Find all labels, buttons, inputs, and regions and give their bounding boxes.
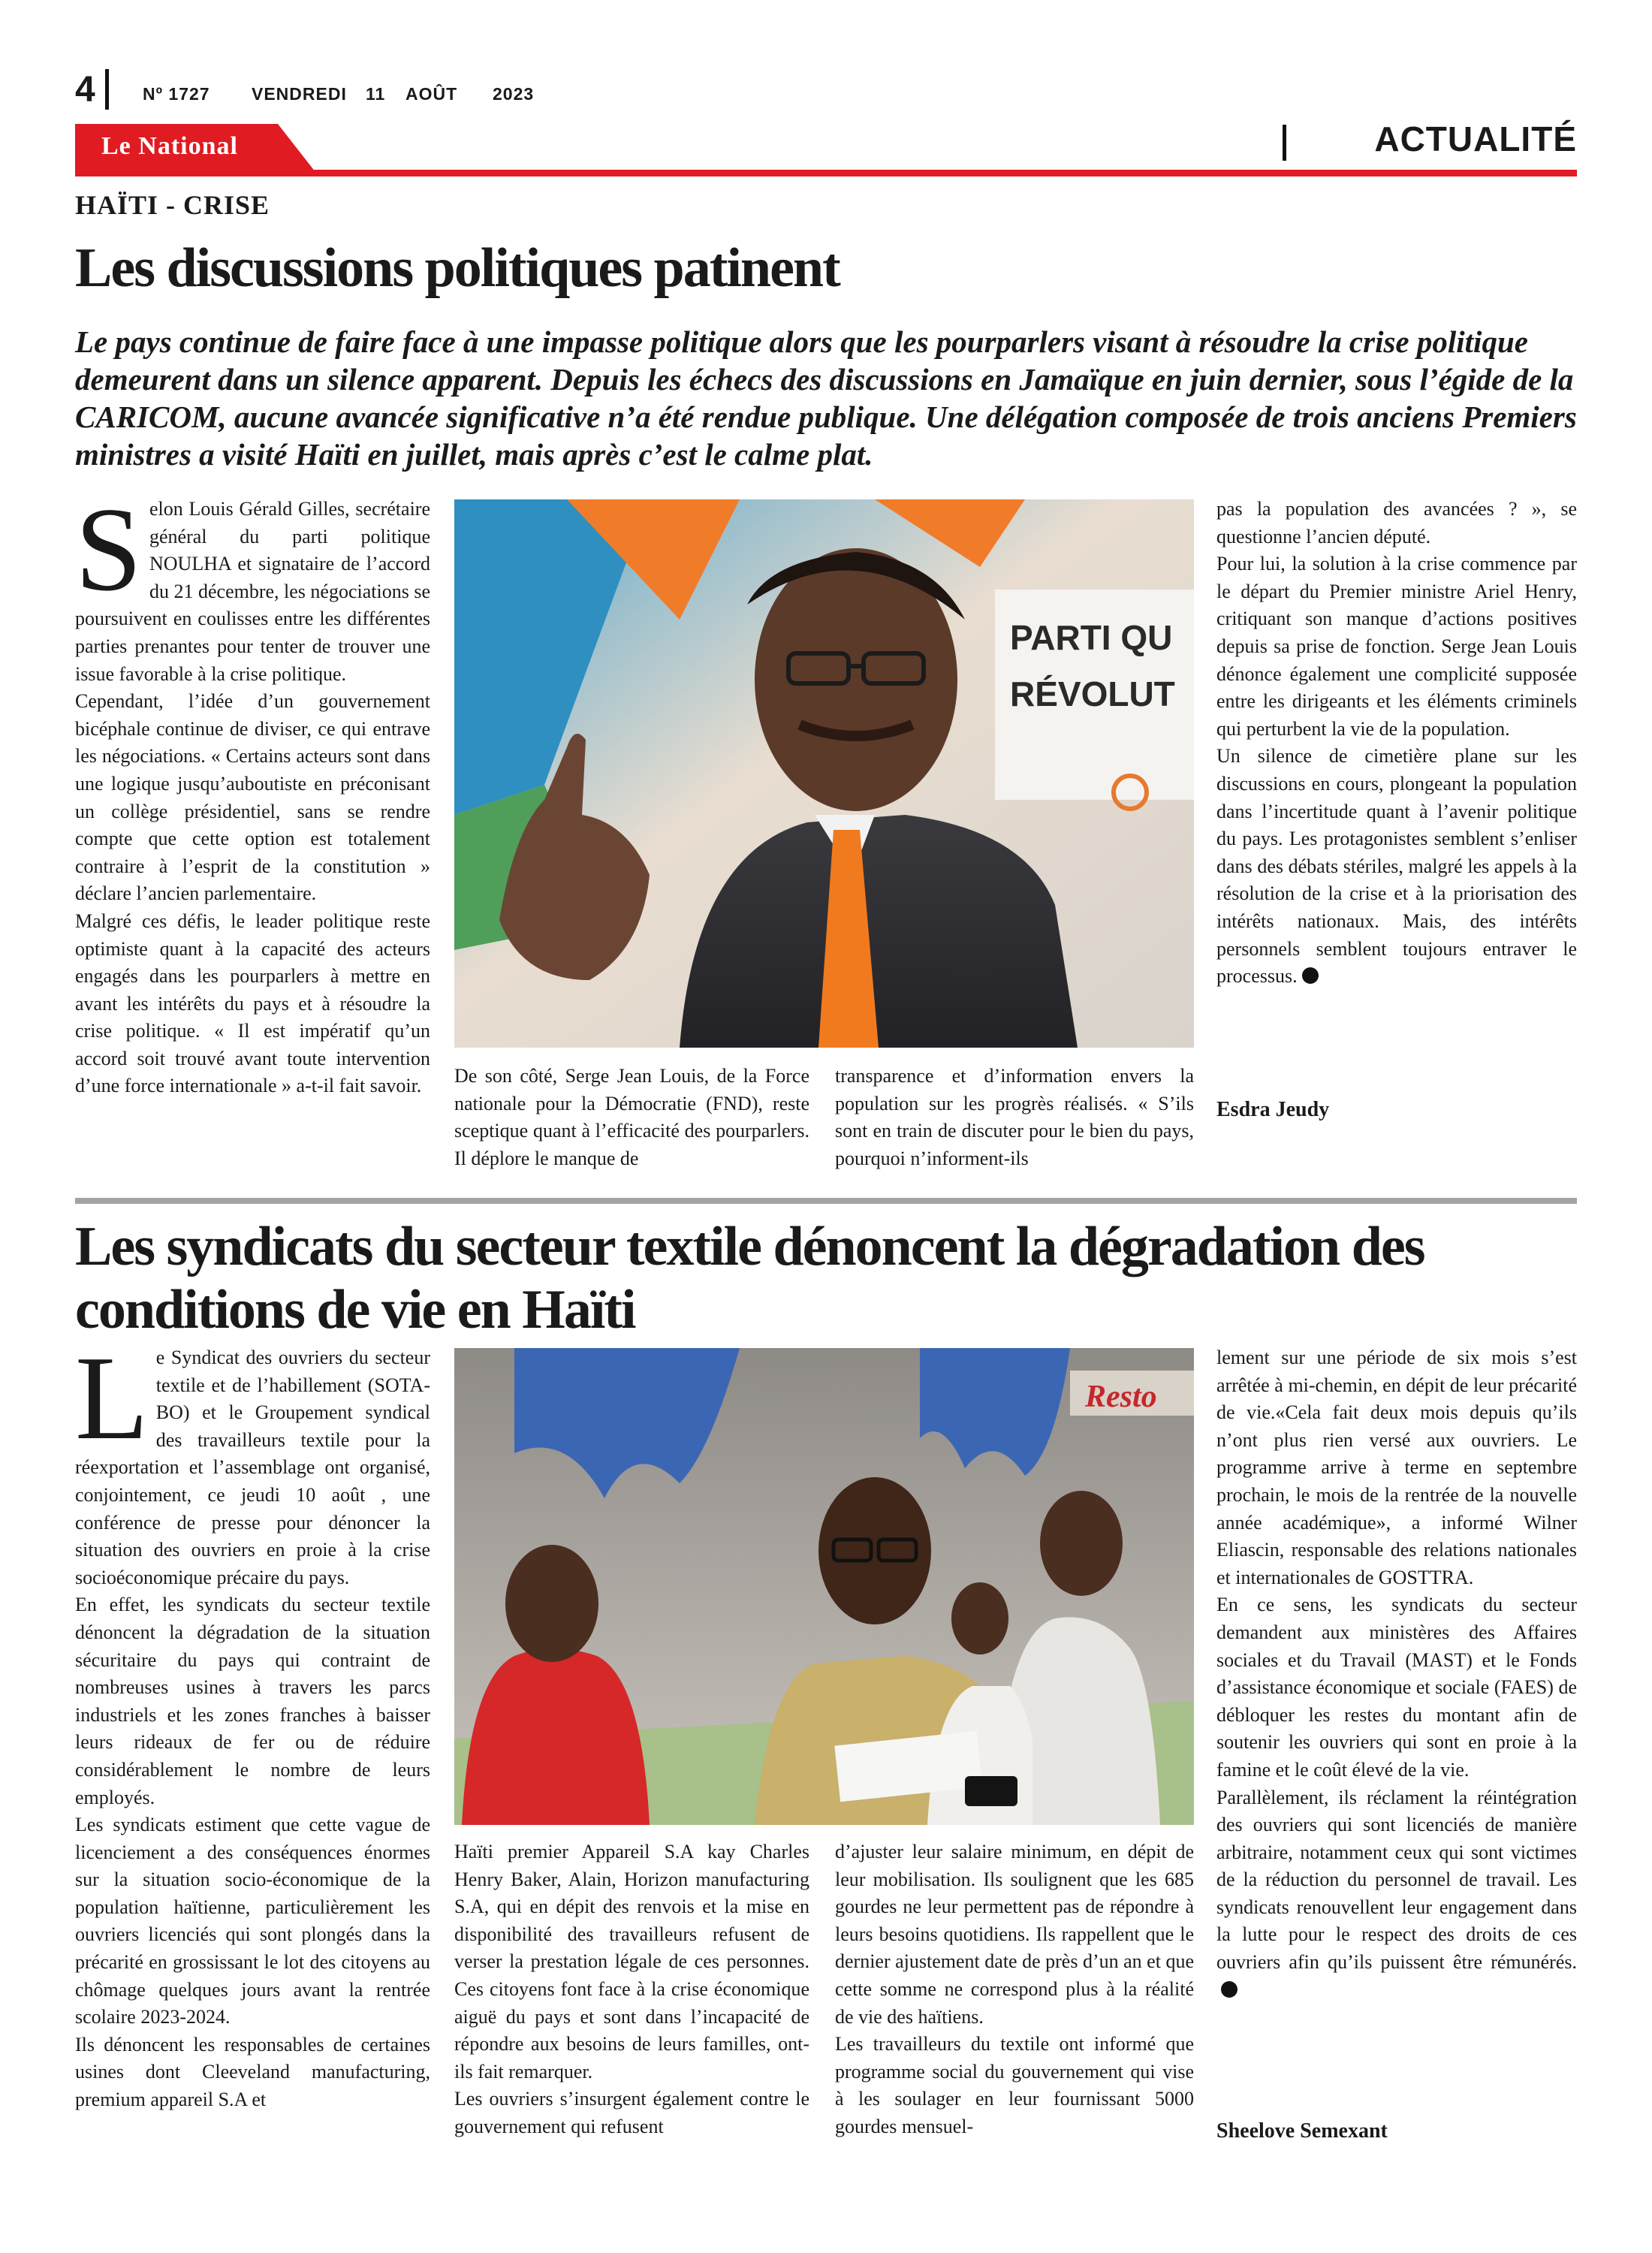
paragraph: Les syndicats estiment que cette vague de licenciement a des conséquences énormes sur la situation socio-économique de la population haïtienne, particulièrement les ouvriers licenciés qui sont plongés dans la précarité en grossissant le lot des citoyens au chômage quelques jours avant la rentrée scolaire 2023-2024. <box>75 1814 430 2028</box>
issue-day: VENDREDI <box>252 84 347 104</box>
article1-column-1 <box>75 482 430 1100</box>
photo-banner-text-1: PARTI QU <box>1010 618 1173 657</box>
header-rule <box>75 170 1577 176</box>
paragraph: En ce sens, les syndicats du secteur demandent aux ministères des Affaires sociales et du Travail (MAST) et le Fonds d’assistance économique et sociale (FAES) de débloquer les restes du montant afin de soutenir les ouvriers qui sont en proie à la famine et le coût élevé de la vie. <box>1216 1594 1577 1781</box>
page-number-divider <box>105 69 109 110</box>
article-title: Les syndicats du secteur textile dénoncent la dégradation des conditions de vie en Haïti <box>75 1216 1424 1341</box>
section-label: ACTUALITÉ <box>1374 119 1577 158</box>
article2-column-4 <box>1216 1344 1577 2004</box>
paragraph: Ils dénoncent les responsables de certaines usines dont Cleeveland manufacturing, premium appareil S.A et <box>75 2033 430 2111</box>
section-divider <box>1283 125 1286 161</box>
issue-year: 2023 <box>493 84 535 104</box>
author-byline: Esdra Jeudy <box>1216 1098 1330 1121</box>
paragraph: d’ajuster leur salaire minimum, en dépit de leur mobilisation. Ils soulignent que les 685 gourdes ne leur permettent pas de répondre à leurs besoins quotidiens. Ils rappellent que le dernier ajustement date de près d’un an et que cette somme ne correspond plus à la réalité de vie des haïtiens. <box>835 1841 1194 2028</box>
paragraph: pas la population des avancées ? », se questionne l’ancien député. <box>1216 498 1577 547</box>
article-kicker: HAÏTI - CRISE <box>75 190 270 220</box>
paragraph: Parallèlement, ils réclament la réintégration des ouvriers qui sont licenciés de manière arbitraire, notamment ceux qui sont victimes de la réduction du personnel de travail. Les syndicats renouvellent leur engagement dans la lutte pour le respect des droits de ces ouvriers afin qu’ils puissent être rémunérés. <box>1216 1786 1577 1974</box>
article2-column-2 <box>454 1838 809 2141</box>
paragraph: En effet, les syndicats du secteur textile dénoncent la dégradation de la situation sécuritaire du pays qui contraint de nombreuses usines à travers les parcs industriels et les zones franches à baisser leurs rideaux de fer ou de réduire considérablement le nombre de leurs employés. <box>75 1594 430 1808</box>
article-lede: Le pays continue de faire face à une impasse politique alors que les pourparlers visant à résoudre la crise politique demeurent dans un silence apparent. Depuis les échecs des discussions en Jamaïque en juin dernier, sous l’égide de la CARICOM, aucune avancée significative n’a été rendue publique. Une délégation composée de trois anciens Premiers ministres a visité Haïti en juillet, mais après c’est le calme plat. <box>75 324 1577 472</box>
article2-column-3 <box>835 1838 1194 2141</box>
politician-photo <box>454 499 1194 1048</box>
article1-column-2 <box>454 1063 809 1172</box>
issue-number: Nº 1727 <box>143 84 210 104</box>
page-number: 4 <box>75 70 95 110</box>
paragraph: Cependant, l’idée d’un gouvernement bicéphale continue de diviser, ce qui entrave les négociations. « Certains acteurs sont dans une logique jusqu’auboutiste en préconisant un collège présidentiel, sans se rendre compte que cette option est totalement contraire à l’esprit de la constitution » déclare l’ancien parlementaire. <box>75 690 430 905</box>
article-divider <box>75 1198 1577 1204</box>
article-title: Les discussions politiques patinent <box>75 237 840 299</box>
paragraph: Pour lui, la solution à la crise commence par le départ du Premier ministre Ariel Henry, critiquant son manque d’actions positives depuis sa prise de fonction. Serge Jean Louis dénonce également une complicité supposée entre les dirigeants et les éléments criminels qui perturbent la vie de la population. <box>1216 553 1577 740</box>
brand-logo: Le National <box>101 132 238 160</box>
photo-sign-text: Resto <box>1085 1380 1157 1414</box>
article1-column-4 <box>1216 496 1577 991</box>
press-conference-photo <box>454 1348 1194 1825</box>
paragraph: lement sur une période de six mois s’est arrêtée à mi-chemin, en dépit de leur précarité de vie.«Cela fait deux mois depuis qu’ils n’ont plus rien versé aux ouvriers. Le programme arrive à terme en septembre prochain, le mois de la rentrée de la nouvelle année académique», a informé Wilner Eliascin, responsable des relations nationales et internationales de GOSTTRA. <box>1216 1347 1577 1588</box>
paragraph: Les travailleurs du textile ont informé que programme social du gouvernement qui vise à les soulager en leur fournissant 5000 gourdes mensuel- <box>835 2033 1194 2137</box>
photo-banner-text-2: RÉVOLUT <box>1010 674 1175 713</box>
paragraph: elon Louis Gérald Gilles, secrétaire général du parti politique NOULHA et signataire de l’accord du 21 décembre, les négociations se poursuivent en coulisses entre les différentes parties prenantes pour tenter de trouver une issue favorable à la crise politique. <box>75 498 430 685</box>
end-mark-icon <box>1221 1981 1237 1998</box>
paragraph: Un silence de cimetière plane sur les discussions en cours, plongeant la population dans l’incertitude quant à l’avenir politique du pays. Les protagonistes semblent s’enliser dans des débats stériles, malgré les appels à la résolution de la crise et à la priorisation des intérêts nationaux. Mais, des intérêts personnels semblent toujours entraver le processus. <box>1216 745 1577 988</box>
paragraph: Les ouvriers s’insurgent également contre le gouvernement qui refusent <box>454 2088 809 2137</box>
issue-date: 11 <box>366 84 386 104</box>
issue-month: AOÛT <box>405 84 458 104</box>
article1-column-3 <box>835 1063 1194 1172</box>
drop-cap: L <box>75 1331 149 1464</box>
paragraph: transparence et d’information envers la population sur les progrès réalisés. « S’ils sont en train de discuter pour le bien du pays, pourquoi n’informent-ils <box>835 1065 1194 1169</box>
paragraph: Malgré ces défis, le leader politique reste optimiste quant à la capacité des acteurs engagés dans les pourparlers à mettre en avant les intérêts du pays et à résoudre la crise politique. « Il est impératif qu’un accord soit trouvé avant toute intervention d’une force internationale » a-t-il fait savoir. <box>75 909 430 1097</box>
end-mark-icon <box>1302 967 1319 984</box>
author-byline: Sheelove Semexant <box>1216 2119 1388 2143</box>
drop-cap: S <box>75 482 142 616</box>
article2-column-1 <box>75 1331 430 2114</box>
paragraph: e Syndicat des ouvriers du secteur textile et de l’habillement (SOTA-BO) et le Groupement syndical des travailleurs textile pour la réexportation et l’assemblage ont organisé, conjointement, ce jeudi 10 août , une conférence de presse pour dénoncer la situation des ouvriers en proie à la crise socioéconomique précaire du pays. <box>75 1347 430 1588</box>
paragraph: Haïti premier Appareil S.A kay Charles Henry Baker, Alain, Horizon manufacturing S.A, qui en dépit des renvois et la mise en disponibilité des travailleurs refusent de verser la prestation légale de ces personnes. Ces citoyens font face à la crise économique aiguë du pays et sont dans l’incapacité de répondre aux besoins de leurs familles, ont-ils fait remarquer. <box>454 1841 809 2083</box>
paragraph: De son côté, Serge Jean Louis, de la Force nationale pour la Démocratie (FND), reste sceptique quant à l’efficacité des pourparlers. Il déplore le manque de <box>454 1065 809 1169</box>
